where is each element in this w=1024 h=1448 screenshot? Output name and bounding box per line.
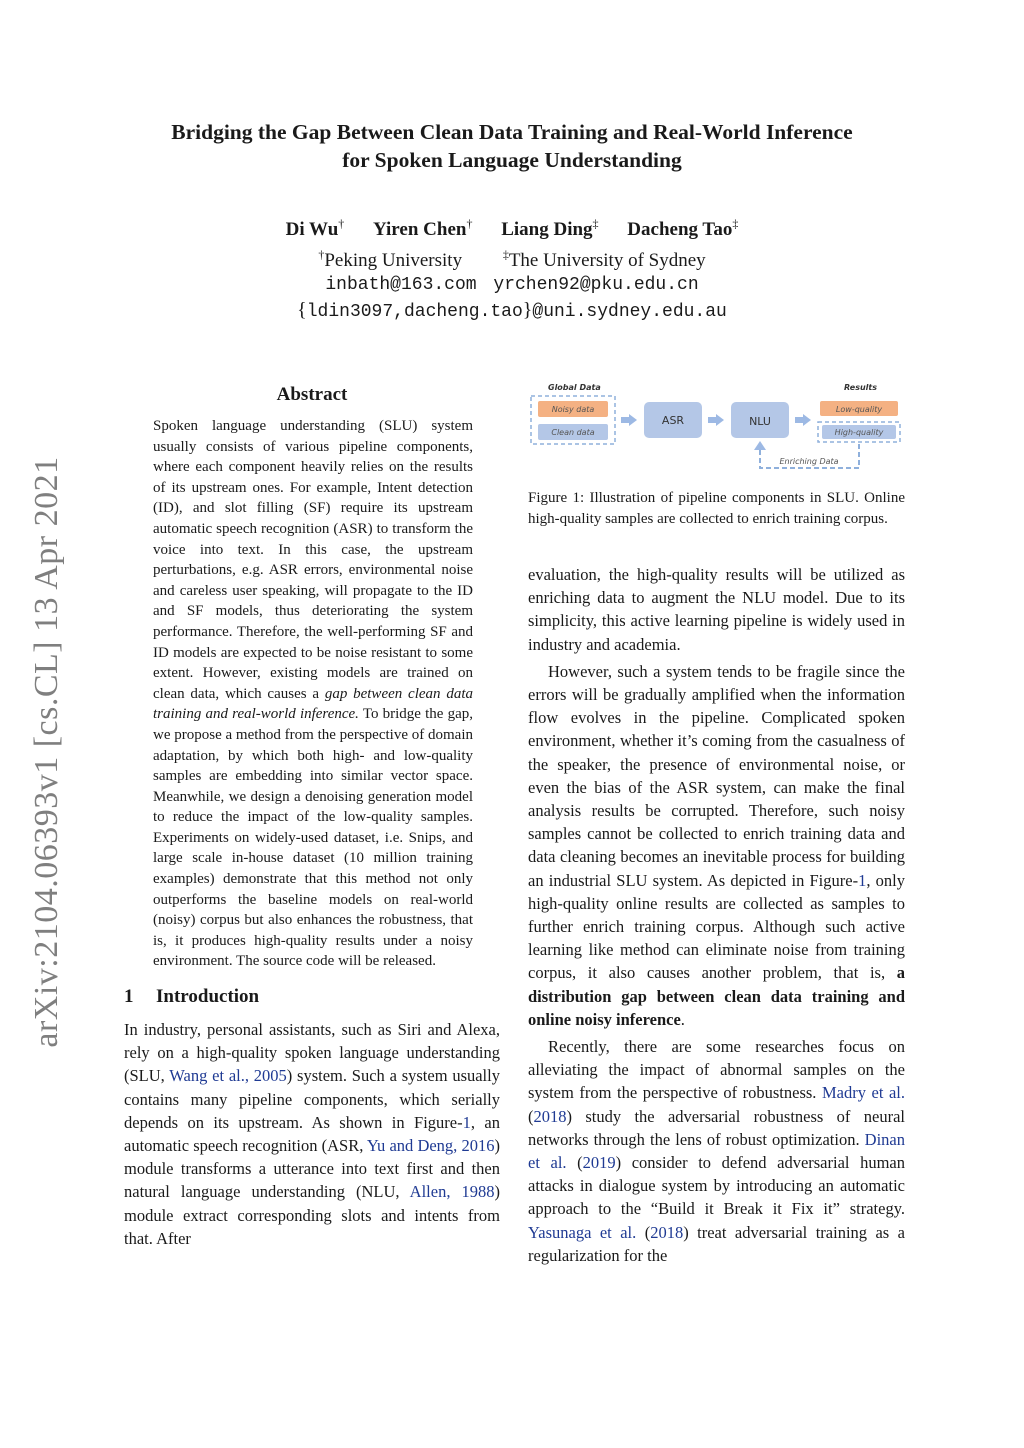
affiliations: [100, 242, 924, 272]
left-column: [124, 380, 500, 1250]
arrow-nlu-to-results: [795, 414, 811, 426]
right-column: [528, 378, 905, 1267]
arrow-asr-to-nlu: [708, 414, 724, 426]
enriching-arrow-head: [754, 441, 766, 450]
arxiv-stamp: [12, 452, 82, 1052]
citation-madry-year[interactable]: 2018: [533, 1106, 567, 1126]
email-line-1: [100, 273, 924, 298]
nlu-label: NLU: [749, 415, 771, 428]
clean-data-label: Clean data: [551, 428, 595, 437]
author-2: Yiren Chen†: [373, 217, 473, 241]
email-1: inbath@163.com: [325, 274, 477, 295]
title-line-1: Bridging the Gap Between Clean Data Training and Real-World Inference: [171, 120, 853, 144]
arrow-data-to-asr: [621, 414, 637, 426]
pipeline-diagram: [528, 378, 905, 470]
asr-label: ASR: [661, 414, 685, 427]
citation-yasunaga-year[interactable]: 2018: [650, 1222, 684, 1242]
email-group: ldin3097,dacheng.tao: [306, 301, 523, 322]
author-names: [100, 212, 924, 242]
figure-1: [528, 378, 905, 470]
citation-wang-2005[interactable]: Wang et al., 2005: [169, 1066, 287, 1086]
citation-allen-1988[interactable]: Allen, 1988: [409, 1182, 495, 1202]
citation-yasunaga[interactable]: Yasunaga et al.: [528, 1222, 637, 1242]
citation-madry[interactable]: Madry et al.: [821, 1083, 905, 1103]
arxiv-stamp-text: arXiv:2104.06393v1 [cs.CL] 13 Apr 2021: [28, 456, 65, 1048]
author-4: Dacheng Tao‡: [627, 217, 739, 241]
low-quality-label: Low-quality: [835, 405, 883, 414]
right-paragraph-2: However, such a system tends to be fragile since the errors will be gradually amplified when the information flow evolves in the pipeline. Complicated spoken environment, whether it’s coming from the casualness of the speaker, the presence of environmental noise, or even the bias of the ASR system, can make the final analysis results be corrupted. Therefore, such noisy samples cannot be collected to enrich training data and data cleaning becomes an inevitable process for building an industrial SLU system. As depicted in Figure-1, only high-quality online results are collected as samples to further enrich training corpus. Although such active learning like method can eliminate noise from training corpus, it also causes another problem, that is, a distribution gap between clean data training and online noisy inference.: [528, 661, 905, 1029]
figure-1-caption: Figure 1: Illustration of pipeline components in SLU. Online high-quality samples are collected to enrich training corpus.: [528, 490, 905, 527]
enriching-data-label: Enriching Data: [779, 457, 839, 466]
figure-ref-1b[interactable]: 1: [858, 870, 867, 890]
citation-dinan-year[interactable]: 2019: [582, 1153, 616, 1173]
email-2: yrchen92@pku.edu.cn: [493, 274, 699, 295]
abstract-text: Spoken language understanding (SLU) system usually consists of various pipeline components, where each component heavily relies on the results of its upstream ones. For example, Intent detection (ID), and slot filling (SF) require its upstream automatic speech recognition (ASR) to transform the voice into text. In this case, the upstream perturbations, e.g. ASR errors, environmental noise and careless user speaking, will propagate to the ID and SF models, thus deteriorating the system performance. Therefore, the well-performing SF and ID models are expected to be noise resistant to some extent. However, existing models are trained on clean data, which causes a gap between clean data training and real-world inference. To bridge the gap, we propose a method from the perspective of domain adaptation, by which both high- and low-quality samples are embedding into similar vector space. Meanwhile, we design a denoising generation model to reduce the impact of the low-quality samples. Experiments on widely-used dataset, i.e. Snips, and large scale in-house dataset (10 million training examples) demonstrate that this method not only outperforms the baseline models on real-world (noisy) corpus but also enhances the robustness, that is, it produces high-quality results under a noisy environment. The source code will be released.: [153, 418, 473, 970]
right-paragraph-3: Recently, there are some researches focus on alleviating the impact of abnormal samples on the system from the perspective of robustness. Madry et al. (2018) study the adversarial robustness of neural networks through the lens of robust optimization. Dinan et al. (2019) consider to defend adversarial human attacks in dialogue system by introducing an automatic approach to the “Build it Break it Fix it” strategy. Yasunaga et al. (2018) treat adversarial training as a regularization for the: [528, 1037, 905, 1265]
paper-title: [100, 118, 924, 174]
author-1: Di Wu†: [285, 217, 345, 241]
high-quality-label: High-quality: [834, 428, 884, 437]
email-domain: @uni.sydney.edu.au: [532, 301, 727, 322]
label-global-data: Global Data: [548, 383, 601, 392]
right-column-body: [528, 563, 905, 1267]
noisy-data-label: Noisy data: [551, 405, 595, 414]
citation-dinan[interactable]: Dinan et al.: [528, 1129, 905, 1173]
abstract-heading: Abstract: [276, 384, 348, 405]
section-heading-introduction: 1 Introduction: [124, 986, 260, 1008]
affiliation-1: †Peking University: [318, 247, 463, 271]
author-block: [100, 212, 924, 325]
label-results: Results: [844, 383, 877, 392]
intro-paragraph-1: In industry, personal assistants, such as Siri and Alexa, rely on a high-quality spoken language understanding (SLU, Wang et al., 2005) system. Such a system usually contains many pipeline components, which serially depends on its upstream. As shown in Figure-1, an automatic speech recognition (ASR, Yu and Deng, 2016) module transforms a utterance into text first and then natural language understanding (NLU, Allen, 1988) module extract corresponding slots and intents from that. After: [124, 1020, 500, 1248]
author-3: Liang Ding‡: [501, 217, 599, 241]
email-line-2: {ldin3097,dacheng.tao}@uni.sydney.edu.au: [297, 298, 727, 322]
citation-yu-deng-2016[interactable]: Yu and Deng, 2016: [366, 1136, 495, 1156]
title-line-2: for Spoken Language Understanding: [342, 148, 682, 172]
right-paragraph-1: evaluation, the high-quality results will be utilized as enriching data to augment the NLU model. Due to its simplicity, this active learning pipeline is widely used in industry and academia.: [528, 565, 905, 654]
affiliation-2: ‡The University of Sydney: [502, 247, 706, 271]
figure-ref-1[interactable]: 1: [462, 1112, 471, 1132]
